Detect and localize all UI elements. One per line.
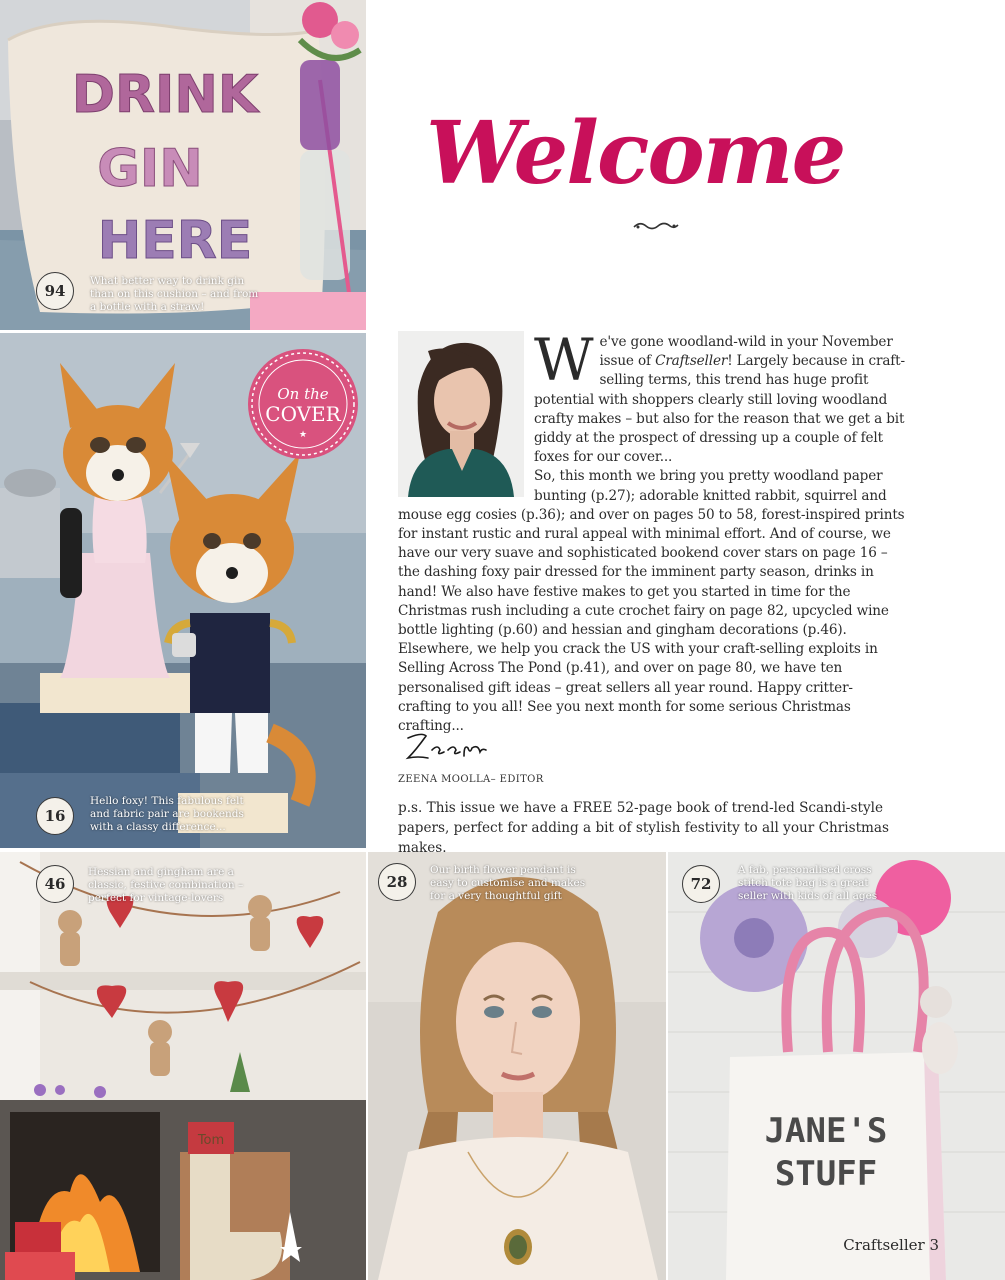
stocking-label: Tom [197,1133,225,1148]
page-number-badge: 28 [378,863,416,901]
page-number-badge: 72 [682,865,720,903]
photo-flower-pendant [368,852,666,1280]
on-the-cover-badge [246,347,360,461]
page-number-badge: 16 [36,797,74,835]
letter-paragraph-1: We've gone woodland-wild in your November issue of Craftseller! Largely because in craft-selling terms, this trend has huge profit potential with shoppers clearly still loving woodland crafty makes – but also for the reason that we get a bit giddy at the prospect of dressing up a couple of felt foxes for our cover... [534,326,905,466]
photo-tote-bag [668,852,1005,1280]
drop-cap: W [534,326,594,394]
photo-caption: Hessian and gingham are a classic, festive combination – perfect for vintage-lovers [88,866,244,904]
letter-paragraph-3: Elsewhere, we help you crack the US with your craft-selling exploits in Selling Across The Pond (p.41), and over on page 80, we have ten personalised gift ideas – great sellers all year round. Happy critter-crafting to you all! See you next month for some serious Christmas crafting... [398,641,878,735]
page-folio: Craftseller 3 [843,1236,939,1254]
tote-bag-illustration [668,852,1005,1280]
photo-caption: What better way to drink gin than on this cushion – and from a bottle with a straw! [90,275,259,313]
pendant-portrait-illustration [368,852,666,1280]
cushion-text-line3: HERE [97,211,253,271]
editor-signature [402,728,492,766]
bag-text-line2: STUFF [774,1154,878,1194]
photo-caption: A fab, personalised cross stitch tote bag is a great seller with kids of all ages [738,864,878,902]
star-icon: ★ [298,430,308,440]
bag-text-line1: JANE'S [764,1111,888,1151]
editor-credit: ZEENA MOOLLA– EDITOR [398,774,544,785]
photo-gin-cushion [0,0,366,330]
letter-paragraph-2: So, this month we bring you pretty woodland paper bunting (p.27); adorable knitted rabbit, squirrel and mouse egg cosies (p.36); and over on pages 50 to 58, forest-inspired prints for instant rustic and rural appeal with minimal effort. And of course, we have our very suave and sophisticated bookend cover stars on page 16 – the dashing foxy pair dressed for the imminent party season, drinks in hand! We also have festive makes to get you started in time for the Christmas rush including a cute crochet fairy on page 82, upcycled wine bottle lighting (p.60) and hessian and gingham decorations (p.46). [398,468,905,639]
editor-letter [398,326,906,736]
page-title: Welcome [426,103,845,204]
page-number-badge: 46 [36,865,74,903]
photo-fox-bookends [0,333,366,848]
cushion-text-line1: DRINK [71,65,259,125]
cover-badge-line1: On the [277,385,329,403]
cover-badge-line2: COVER [265,402,341,426]
page-number-badge: 94 [36,272,74,310]
photo-hessian-garland [0,852,366,1280]
magazine-name: Craftseller [655,353,728,370]
photo-caption: Our birth flower pendant is easy to customise and makes for a very thoughtful gift [430,864,586,902]
photo-caption: Hello foxy! This fabulous felt and fabric pair are bookends with a classy difference... [90,795,244,833]
cushion-text-line2: GIN [97,139,203,199]
hessian-garland-illustration [0,852,366,1280]
postscript: p.s. This issue we have a FREE 52-page book of trend-led Scandi-style papers, perfect for adding a bit of stylish festivity to all your Christmas makes. [398,800,890,856]
flourish-ornament-icon [632,219,680,233]
